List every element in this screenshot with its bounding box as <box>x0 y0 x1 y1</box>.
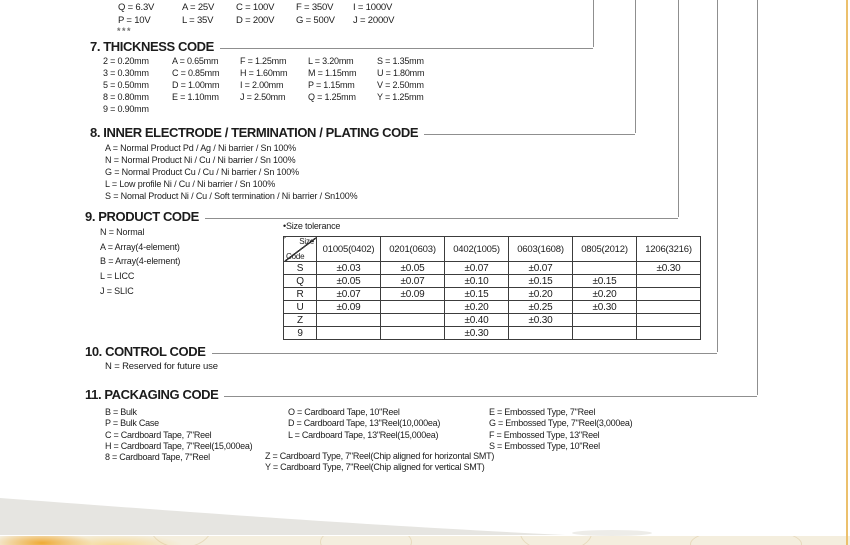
voltage-code-item: D = 200V <box>236 15 275 26</box>
thickness-code-item: L = 3.20mm <box>308 56 354 66</box>
section-thickness-rule <box>220 48 593 49</box>
thickness-code-item: E = 1.10mm <box>172 92 219 102</box>
tolerance-code-cell: U <box>284 301 317 314</box>
tolerance-value-cell: ±0.07 <box>317 288 381 301</box>
size-tolerance-table <box>283 236 701 340</box>
tolerance-value-cell: ±0.05 <box>317 275 381 288</box>
tolerance-code-cell: Q <box>284 275 317 288</box>
product-code-item: J = SLIC <box>100 285 134 296</box>
tolerance-value-cell: ±0.10 <box>445 275 509 288</box>
tolerance-code-cell: S <box>284 262 317 275</box>
section-plating-leader-leg <box>635 0 636 133</box>
corner-size-label: Size <box>299 237 314 246</box>
thickness-code-item: F = 1.25mm <box>240 56 287 66</box>
section-thickness-leader-leg <box>593 0 594 47</box>
product-code-list <box>100 225 180 299</box>
section-control-rule <box>212 353 718 354</box>
tolerance-value-cell: ±0.30 <box>573 301 637 314</box>
section-thickness-header <box>90 39 593 54</box>
band-ring-decoration <box>150 536 212 545</box>
control-code-item: N = Reserved for future use <box>105 361 218 372</box>
tolerance-value-cell: ±0.30 <box>509 314 573 327</box>
plating-code-item: G = Normal Product Cu / Cu / Ni barrier / Sn 100% <box>105 167 299 177</box>
packaging-code-col2b <box>265 451 494 474</box>
section-packaging-header <box>85 387 757 402</box>
packaging-code-item: E = Embossed Type, 7"Reel <box>489 407 596 417</box>
section-packaging-leader-leg <box>757 0 758 395</box>
thickness-code-item: 8 = 0.80mm <box>103 92 149 102</box>
thickness-code-item: 5 = 0.50mm <box>103 80 149 90</box>
plating-code-list <box>105 142 357 202</box>
tolerance-value-cell: ±0.07 <box>509 262 573 275</box>
tolerance-value-cell: ±0.09 <box>381 288 445 301</box>
product-code-item: N = Normal <box>100 227 145 237</box>
tolerance-value-cell <box>381 314 445 327</box>
corner-code-label: Code <box>286 252 305 261</box>
section-product-title: 9. PRODUCT CODE <box>85 209 199 224</box>
tolerance-value-cell: ±0.20 <box>509 288 573 301</box>
section-packaging-title: 11. PACKAGING CODE <box>85 387 219 402</box>
thickness-code-item: Q = 1.25mm <box>308 92 356 102</box>
voltage-code-item: C = 100V <box>236 2 275 13</box>
thickness-code-item: P = 1.15mm <box>308 80 355 90</box>
size-tolerance-row <box>284 301 701 314</box>
section-control-title: 10. CONTROL CODE <box>85 344 206 359</box>
section-product-rule <box>205 218 678 219</box>
tolerance-value-cell <box>637 288 701 301</box>
size-tolerance-row <box>284 275 701 288</box>
tolerance-value-cell: ±0.40 <box>445 314 509 327</box>
thickness-code-item: S = 1.35mm <box>377 56 424 66</box>
size-column-header: 01005(0402) <box>317 237 381 262</box>
tolerance-value-cell <box>381 327 445 340</box>
packaging-code-item: F = Embossed Type, 13"Reel <box>489 429 600 440</box>
thickness-code-item: 2 = 0.20mm <box>103 56 149 66</box>
section-plating-header <box>90 125 635 140</box>
band-ring-decoration <box>690 536 802 545</box>
section-product-leader-leg <box>678 0 679 217</box>
packaging-code-item: 8 = Cardboard Tape, 7"Reel <box>105 452 210 463</box>
packaging-code-item: D = Cardboard Tape, 13"Reel(10,000ea) <box>288 418 441 429</box>
tolerance-code-cell: Z <box>284 314 317 327</box>
voltage-code-list <box>118 1 415 27</box>
plating-code-item: A = Normal Product Pd / Ag / Ni barrier / Sn 100% <box>105 143 296 153</box>
size-tolerance-row <box>284 314 701 327</box>
thickness-code-item: A = 0.65mm <box>172 56 219 66</box>
packaging-code-item: G = Embossed Type, 7"Reel(3,000ea) <box>489 418 633 429</box>
tolerance-value-cell: ±0.30 <box>637 262 701 275</box>
tolerance-value-cell <box>637 275 701 288</box>
packaging-code-item: S = Embossed Type, 10"Reel <box>489 440 600 451</box>
thickness-code-item: J = 2.50mm <box>240 92 286 102</box>
section-plating-rule <box>424 134 635 135</box>
size-tolerance-header-row <box>284 237 701 262</box>
packaging-code-col1 <box>105 407 252 463</box>
tolerance-value-cell: ±0.20 <box>445 301 509 314</box>
section-control-header <box>85 344 717 359</box>
tolerance-value-cell: ±0.07 <box>445 262 509 275</box>
section-packaging-rule <box>224 396 757 397</box>
size-tolerance-row <box>284 288 701 301</box>
packaging-code-item: P = Bulk Case <box>105 418 159 429</box>
tolerance-value-cell <box>573 327 637 340</box>
thickness-code-item: 3 = 0.30mm <box>103 68 149 78</box>
tolerance-value-cell: ±0.07 <box>381 275 445 288</box>
footer-band <box>0 536 850 545</box>
packaging-code-col2 <box>288 407 440 441</box>
footer-swoosh-graphic <box>0 489 690 536</box>
packaging-code-item: Y = Cardboard Type, 7"Reel(Chip aligned for vertical SMT) <box>265 462 485 473</box>
tolerance-value-cell <box>317 327 381 340</box>
tolerance-value-cell <box>637 327 701 340</box>
tolerance-value-cell: ±0.20 <box>573 288 637 301</box>
voltage-code-item: P = 10V <box>118 15 151 26</box>
tolerance-code-cell: R <box>284 288 317 301</box>
packaging-code-item: C = Cardboard Tape, 7"Reel <box>105 429 212 440</box>
size-column-header: 1206(3216) <box>637 237 701 262</box>
footnote-stars: *** <box>117 26 133 36</box>
thickness-code-item: C = 0.85mm <box>172 68 220 78</box>
packaging-code-item: B = Bulk <box>105 407 137 417</box>
voltage-code-item: I = 1000V <box>353 2 393 13</box>
section-control-leader-leg <box>717 0 718 352</box>
tolerance-value-cell: ±0.03 <box>317 262 381 275</box>
tolerance-value-cell: ±0.09 <box>317 301 381 314</box>
thickness-code-item: M = 1.15mm <box>308 68 357 78</box>
section-plating-title: 8. INNER ELECTRODE / TERMINATION / PLATING CODE <box>90 125 419 140</box>
voltage-code-item: J = 2000V <box>353 15 395 26</box>
band-ring-decoration <box>320 536 412 545</box>
voltage-code-item: A = 25V <box>182 2 215 13</box>
control-code-list <box>105 361 218 372</box>
voltage-code-item: G = 500V <box>296 15 335 26</box>
packaging-code-col3 <box>489 407 632 452</box>
thickness-code-item: 9 = 0.90mm <box>103 104 149 114</box>
band-ring-decoration <box>520 536 592 545</box>
tolerance-value-cell <box>637 314 701 327</box>
plating-code-item: L = Low profile Ni / Cu / Ni barrier / Sn 100% <box>105 179 276 189</box>
product-code-item: A = Array(4-element) <box>100 241 180 252</box>
packaging-code-item: L = Cardboard Tape, 13"Reel(15,000ea) <box>288 429 439 440</box>
tolerance-value-cell <box>509 327 573 340</box>
voltage-code-item: L = 35V <box>182 15 214 26</box>
thickness-code-list <box>103 55 445 115</box>
tolerance-value-cell: ±0.15 <box>509 275 573 288</box>
packaging-code-item: H = Cardboard Tape, 7"Reel(15,000ea) <box>105 440 253 451</box>
product-code-item: L = LICC <box>100 271 135 282</box>
size-code-corner-cell <box>284 237 317 262</box>
tolerance-value-cell: ±0.30 <box>445 327 509 340</box>
product-code-item: B = Array(4-element) <box>100 256 181 267</box>
size-tolerance-row <box>284 327 701 340</box>
thickness-code-item: I = 2.00mm <box>240 80 284 90</box>
size-column-header: 0603(1608) <box>509 237 573 262</box>
tolerance-value-cell <box>573 314 637 327</box>
voltage-code-item: Q = 6.3V <box>118 2 155 13</box>
tolerance-code-cell: 9 <box>284 327 317 340</box>
section-thickness-title: 7. THICKNESS CODE <box>90 39 214 54</box>
thickness-code-item: U = 1.80mm <box>377 68 425 78</box>
tolerance-value-cell: ±0.15 <box>573 275 637 288</box>
section-product-header <box>85 209 678 224</box>
plating-code-item: N = Normal Product Ni / Cu / Ni barrier / Sn 100% <box>105 155 296 165</box>
tolerance-value-cell <box>317 314 381 327</box>
page-right-gold-border <box>846 0 848 545</box>
tolerance-value-cell <box>573 262 637 275</box>
thickness-code-item: V = 2.50mm <box>377 80 424 90</box>
tolerance-value-cell: ±0.25 <box>509 301 573 314</box>
tolerance-value-cell: ±0.05 <box>381 262 445 275</box>
thickness-code-item: H = 1.60mm <box>240 68 288 78</box>
size-tolerance-row <box>284 262 701 275</box>
thickness-code-item: D = 1.00mm <box>172 80 220 90</box>
tolerance-value-cell <box>381 301 445 314</box>
size-column-header: 0201(0603) <box>381 237 445 262</box>
plating-code-item: S = Nomal Product Ni / Cu / Soft termination / Ni barrier / Sn100% <box>105 191 358 201</box>
thickness-code-item: Y = 1.25mm <box>377 92 424 102</box>
tolerance-value-cell: ±0.15 <box>445 288 509 301</box>
size-column-header: 0805(2012) <box>573 237 637 262</box>
size-column-header: 0402(1005) <box>445 237 509 262</box>
size-tolerance-label: •Size tolerance <box>283 221 341 231</box>
packaging-code-item: O = Cardboard Tape, 10"Reel <box>288 407 400 417</box>
voltage-code-item: F = 350V <box>296 2 334 13</box>
tolerance-value-cell <box>637 301 701 314</box>
packaging-code-item: Z = Cardboard Type, 7"Reel(Chip aligned for horizontal SMT) <box>265 451 495 461</box>
